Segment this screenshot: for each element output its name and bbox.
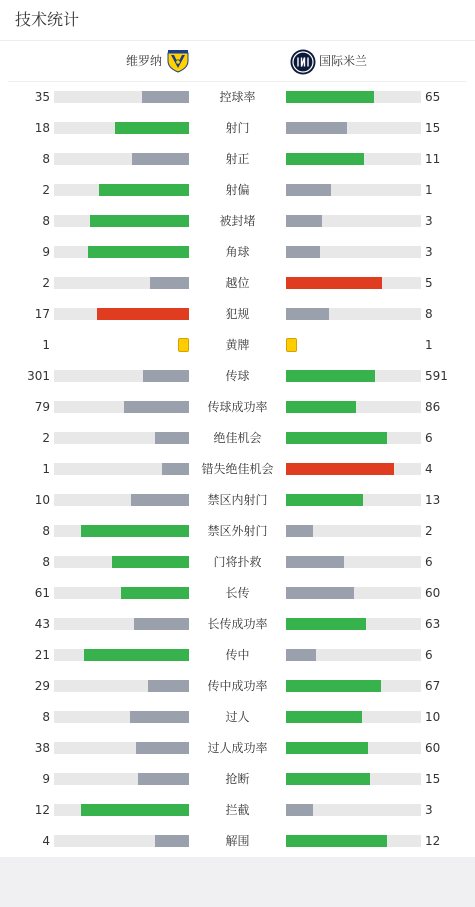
away-stat-bar xyxy=(286,804,421,816)
home-stat-bar xyxy=(54,401,189,413)
home-stat-value: 2 xyxy=(42,276,50,290)
away-stat-bar-fill xyxy=(286,432,387,444)
home-stat-value: 38 xyxy=(34,741,50,755)
home-stat-bar xyxy=(54,680,189,692)
home-stat-value: 61 xyxy=(34,586,50,600)
page-title: 技术统计 xyxy=(15,10,80,29)
home-team-name: 维罗纳 xyxy=(125,54,162,68)
away-stat-bar-fill xyxy=(286,618,366,630)
home-stat-bar-fill xyxy=(131,494,189,506)
home-stat-bar xyxy=(54,215,189,227)
stat-label: 射门 xyxy=(225,121,250,135)
stat-label: 犯规 xyxy=(225,307,250,321)
away-stat-value: 2 xyxy=(425,524,433,538)
home-stat-bar-fill xyxy=(112,556,189,568)
away-stat-bar-fill xyxy=(286,742,368,754)
home-stat-value: 9 xyxy=(42,245,50,259)
away-stat-value: 3 xyxy=(425,803,433,817)
away-stat-value: 60 xyxy=(425,586,441,600)
away-stat-bar xyxy=(286,835,421,847)
stat-row xyxy=(0,485,475,516)
away-stat-value: 6 xyxy=(425,431,433,445)
home-stat-bar-fill xyxy=(143,370,189,382)
home-stat-bar-fill xyxy=(132,153,189,165)
home-stat-bar xyxy=(54,184,189,196)
away-stat-bar-fill xyxy=(286,494,363,506)
away-stat-value: 67 xyxy=(425,679,441,693)
away-stat-value: 6 xyxy=(425,648,433,662)
away-stat-bar-fill xyxy=(286,680,381,692)
home-stat-bar-fill xyxy=(150,277,189,289)
home-stat-bar xyxy=(54,525,189,537)
away-stat-bar xyxy=(286,463,421,475)
home-stat-bar-fill xyxy=(136,742,189,754)
verona-crest-icon xyxy=(166,49,190,73)
stat-row xyxy=(0,547,475,578)
away-stat-bar-fill xyxy=(286,401,356,413)
away-stat-bar xyxy=(286,432,421,444)
divider xyxy=(0,40,475,41)
home-stat-bar xyxy=(54,122,189,134)
away-stat-value: 15 xyxy=(425,772,441,786)
home-stat-bar xyxy=(54,742,189,754)
home-stat-value: 12 xyxy=(34,803,50,817)
away-stat-bar-fill xyxy=(286,556,344,568)
away-stat-bar xyxy=(286,215,421,227)
away-stat-bar xyxy=(286,649,421,661)
away-stat-bar xyxy=(286,308,421,320)
teams-header xyxy=(0,45,475,77)
home-stat-bar xyxy=(54,618,189,630)
home-stat-bar xyxy=(54,711,189,723)
home-stat-bar xyxy=(54,91,189,103)
away-stat-bar xyxy=(286,494,421,506)
home-stat-value: 8 xyxy=(42,214,50,228)
away-stat-value: 65 xyxy=(425,90,441,104)
away-stat-bar xyxy=(286,122,421,134)
home-stat-bar-fill xyxy=(162,463,189,475)
stat-row xyxy=(0,175,475,206)
away-stat-bar xyxy=(286,370,421,382)
stat-row xyxy=(0,299,475,330)
home-stat-value: 8 xyxy=(42,152,50,166)
home-stat-bar xyxy=(54,587,189,599)
stat-label: 传中成功率 xyxy=(207,679,268,693)
home-stat-value: 8 xyxy=(42,524,50,538)
home-stat-bar-fill xyxy=(155,432,189,444)
home-stat-value: 43 xyxy=(34,617,50,631)
stat-row xyxy=(0,733,475,764)
away-stat-bar-fill xyxy=(286,370,375,382)
away-stat-bar-fill xyxy=(286,246,320,258)
stat-label: 射偏 xyxy=(225,183,250,197)
away-stat-bar xyxy=(286,91,421,103)
home-stat-bar xyxy=(54,308,189,320)
stat-label: 越位 xyxy=(225,276,250,290)
home-stat-value: 2 xyxy=(42,183,50,197)
away-stat-value: 86 xyxy=(425,400,441,414)
home-stat-bar-fill xyxy=(97,308,189,320)
stat-label: 传球 xyxy=(225,369,250,383)
home-stat-value: 29 xyxy=(34,679,50,693)
away-stat-value: 12 xyxy=(425,834,441,848)
stat-label: 长传 xyxy=(225,586,250,600)
home-stat-value: 301 xyxy=(27,369,50,383)
away-stat-value: 6 xyxy=(425,555,433,569)
away-stat-bar-fill xyxy=(286,184,331,196)
home-stat-value: 2 xyxy=(42,431,50,445)
away-stat-bar-fill xyxy=(286,122,347,134)
away-stat-value: 3 xyxy=(425,214,433,228)
stat-label: 抢断 xyxy=(225,772,250,786)
yellow-card-icon xyxy=(286,338,297,352)
away-stat-bar-fill xyxy=(286,773,370,785)
away-stat-bar-fill xyxy=(286,525,313,537)
home-stat-bar xyxy=(54,804,189,816)
stat-label: 长传成功率 xyxy=(207,617,268,631)
stat-label: 角球 xyxy=(225,245,250,259)
away-stat-bar xyxy=(286,277,421,289)
home-stat-bar-fill xyxy=(130,711,189,723)
away-stat-value: 11 xyxy=(425,152,441,166)
home-stat-value: 1 xyxy=(42,338,50,352)
home-stat-bar xyxy=(54,463,189,475)
away-stat-bar xyxy=(286,525,421,537)
away-stat-bar xyxy=(286,587,421,599)
home-stat-bar xyxy=(54,432,189,444)
away-stat-bar-fill xyxy=(286,308,329,320)
away-stat-bar-fill xyxy=(286,804,313,816)
home-stat-value: 35 xyxy=(34,90,50,104)
stat-row xyxy=(0,144,475,175)
away-stat-value: 3 xyxy=(425,245,433,259)
stat-label: 拦截 xyxy=(225,803,250,817)
stat-label: 解围 xyxy=(225,834,250,848)
home-stat-bar-fill xyxy=(124,401,189,413)
away-stat-bar-fill xyxy=(286,91,374,103)
home-stat-bar xyxy=(54,370,189,382)
home-stat-value: 4 xyxy=(42,834,50,848)
stat-label: 过人成功率 xyxy=(207,741,268,755)
stat-row xyxy=(0,795,475,826)
away-stat-bar-fill xyxy=(286,835,387,847)
home-stat-value: 1 xyxy=(42,462,50,476)
home-stat-value: 8 xyxy=(42,555,50,569)
away-stat-bar xyxy=(286,618,421,630)
home-stat-bar-fill xyxy=(99,184,189,196)
stat-label: 传中 xyxy=(225,648,250,662)
away-stat-bar xyxy=(286,184,421,196)
stat-row xyxy=(0,764,475,795)
home-stat-bar xyxy=(54,246,189,258)
home-stat-bar-fill xyxy=(115,122,189,134)
home-stat-value: 79 xyxy=(34,400,50,414)
home-stat-bar-fill xyxy=(134,618,189,630)
inter-crest-icon xyxy=(290,49,316,75)
away-stat-bar-fill xyxy=(286,711,362,723)
stat-label: 射正 xyxy=(225,152,250,166)
stat-row xyxy=(0,671,475,702)
away-stat-bar xyxy=(286,742,421,754)
stat-label: 错失绝佳机会 xyxy=(201,462,274,476)
away-stat-bar-fill xyxy=(286,153,364,165)
home-stat-bar-fill xyxy=(121,587,189,599)
stat-row xyxy=(0,609,475,640)
home-stat-bar-fill xyxy=(148,680,189,692)
away-stat-value: 60 xyxy=(425,741,441,755)
stat-label: 门将扑救 xyxy=(213,555,262,569)
away-stat-value: 15 xyxy=(425,121,441,135)
stat-row xyxy=(0,237,475,268)
home-stat-value: 21 xyxy=(34,648,50,662)
away-stat-value: 10 xyxy=(425,710,441,724)
page-background xyxy=(0,857,475,907)
away-stat-bar-fill xyxy=(286,277,382,289)
home-stat-value: 17 xyxy=(34,307,50,321)
stat-label: 控球率 xyxy=(219,90,256,104)
away-stat-bar-fill xyxy=(286,587,354,599)
stat-label: 过人 xyxy=(225,710,250,724)
yellow-card-icon xyxy=(178,338,189,352)
home-stat-value: 8 xyxy=(42,710,50,724)
away-stat-bar xyxy=(286,680,421,692)
away-stat-bar-fill xyxy=(286,463,394,475)
stat-row xyxy=(0,454,475,485)
away-stat-value: 1 xyxy=(425,338,433,352)
home-stat-bar xyxy=(54,494,189,506)
stat-row xyxy=(0,702,475,733)
stat-row xyxy=(0,113,475,144)
away-stat-value: 5 xyxy=(425,276,433,290)
stat-label: 禁区内射门 xyxy=(207,493,268,507)
home-stat-value: 18 xyxy=(34,121,50,135)
stat-row xyxy=(0,330,475,361)
home-stat-bar-fill xyxy=(155,835,189,847)
home-stat-bar-fill xyxy=(142,91,189,103)
stat-row xyxy=(0,516,475,547)
home-stat-bar xyxy=(54,649,189,661)
stat-row xyxy=(0,423,475,454)
stat-row xyxy=(0,268,475,299)
home-stat-bar xyxy=(54,556,189,568)
away-stat-bar xyxy=(286,401,421,413)
away-stat-value: 4 xyxy=(425,462,433,476)
home-stat-bar xyxy=(54,277,189,289)
home-stat-bar-fill xyxy=(90,215,189,227)
away-team-name: 国际米兰 xyxy=(319,54,368,68)
away-stat-value: 13 xyxy=(425,493,441,507)
stat-row xyxy=(0,578,475,609)
stat-label: 被封堵 xyxy=(219,214,256,228)
stats-list xyxy=(0,82,475,857)
stat-label: 禁区外射门 xyxy=(207,524,268,538)
home-stat-bar-fill xyxy=(81,804,189,816)
home-stat-bar-fill xyxy=(88,246,189,258)
stat-label: 绝佳机会 xyxy=(213,431,262,445)
away-stat-value: 1 xyxy=(425,183,433,197)
home-stat-bar-fill xyxy=(138,773,189,785)
away-stat-bar xyxy=(286,246,421,258)
home-stat-bar xyxy=(54,773,189,785)
away-stat-value: 63 xyxy=(425,617,441,631)
away-stat-bar-fill xyxy=(286,649,316,661)
away-stat-bar xyxy=(286,773,421,785)
stat-row xyxy=(0,82,475,113)
home-stat-bar xyxy=(54,835,189,847)
stat-row xyxy=(0,206,475,237)
home-stat-value: 10 xyxy=(34,493,50,507)
away-stat-bar-fill xyxy=(286,215,322,227)
away-stat-bar xyxy=(286,556,421,568)
away-stat-value: 8 xyxy=(425,307,433,321)
home-stat-value: 9 xyxy=(42,772,50,786)
home-stat-bar-fill xyxy=(81,525,189,537)
stat-row xyxy=(0,826,475,857)
home-stat-bar xyxy=(54,153,189,165)
stat-label: 传球成功率 xyxy=(207,400,268,414)
away-stat-bar xyxy=(286,711,421,723)
stat-row xyxy=(0,392,475,423)
home-stat-bar-fill xyxy=(84,649,189,661)
away-stat-value: 591 xyxy=(425,369,448,383)
stat-row xyxy=(0,361,475,392)
stat-row xyxy=(0,640,475,671)
stat-label: 黄牌 xyxy=(225,338,250,352)
away-stat-bar xyxy=(286,153,421,165)
